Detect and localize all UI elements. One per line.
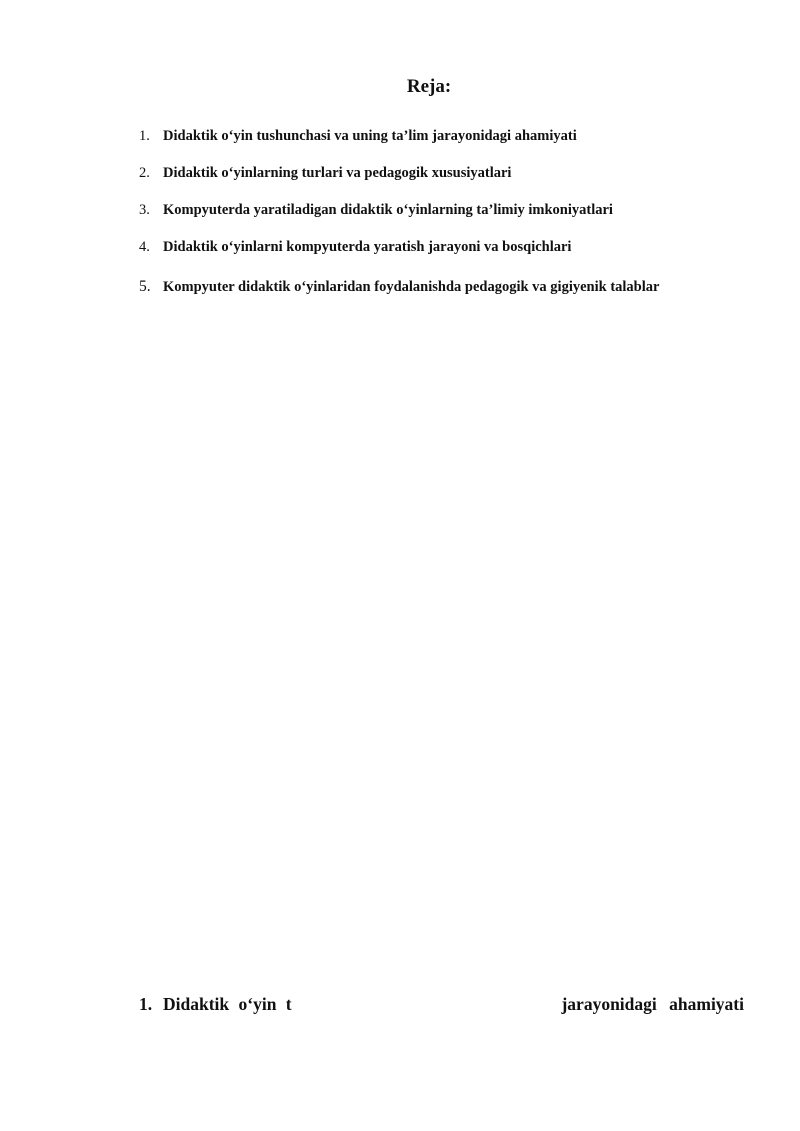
plan-item-3 (139, 200, 613, 220)
plan-item-number: 5. (139, 278, 151, 295)
plan-item-number: 1. (139, 128, 150, 144)
plan-item-5 (139, 277, 659, 297)
plan-item-4 (139, 237, 571, 257)
plan-item-text: Didaktik o‘yinlarni kompyuterda yaratish jarayoni va bosqichlari (163, 239, 572, 255)
plan-item-1 (139, 126, 577, 146)
section-heading-left-text: Didaktik o‘yin t (163, 994, 292, 1014)
plan-item-number: 2. (139, 165, 150, 181)
plan-item-text: Didaktik o‘yinlarning turlari va pedagogik xususiyatlari (163, 165, 512, 181)
plan-item-number: 4. (139, 239, 150, 255)
section-number: 1. (139, 994, 153, 1014)
plan-item-text: Didaktik o‘yin tushunchasi va uning ta’lim jarayonidagi ahamiyati (163, 128, 577, 144)
plan-item-number: 3. (139, 202, 150, 218)
plan-item-2 (139, 163, 511, 183)
obscured-region (303, 990, 550, 1024)
page-title: Reja: (406, 76, 452, 97)
plan-item-text: Kompyuter didaktik o‘yinlaridan foydalanishda pedagogik va gigiyenik talablar (163, 279, 660, 295)
section-heading-right-text: jarayonidagi ahamiyati (561, 994, 744, 1014)
plan-item-text: Kompyuterda yaratiladigan didaktik o‘yinlarning ta’limiy imkoniyatlari (163, 202, 613, 218)
